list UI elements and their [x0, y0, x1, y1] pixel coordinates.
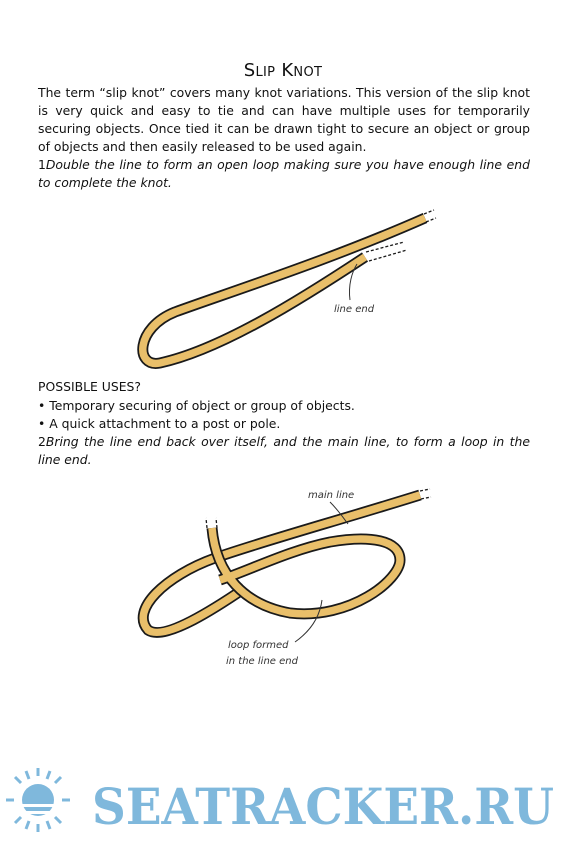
step-2 — [38, 433, 530, 469]
figure-loop-in-line-end — [0, 480, 566, 680]
figure-open-loop — [0, 200, 566, 380]
watermark-text: SEATRACKER.RU — [92, 777, 554, 836]
uses-item: • A quick attachment to a post or pole. — [38, 416, 281, 431]
uses-heading: POSSIBLE USES? — [38, 379, 141, 394]
possible-uses — [38, 378, 530, 434]
rope-loop — [143, 218, 425, 363]
loop-label-line-1: loop formed — [228, 640, 289, 651]
line-end-label: line end — [334, 304, 375, 315]
uses-item: • Temporary securing of object or group of objects. — [38, 397, 355, 413]
step-1-text: Double the line to form an open loop making sure you have enough line end to complete the knot. — [38, 157, 530, 190]
sun-icon — [4, 768, 72, 832]
step-2-text: Bring the line end back over itself, and the main line, to form a loop in the line end. — [38, 434, 530, 467]
step-1 — [38, 156, 530, 192]
step-2-number: 2 — [38, 434, 46, 449]
loop-label-line-2: in the line end — [226, 656, 298, 667]
main-line-label: main line — [308, 490, 355, 501]
intro-paragraph: The term “slip knot” covers many knot variations. This version of the slip knot is very quick and easy to tie and can have multiple uses for temporarily securing objects. Once tied it can be drawn tight to secure an object or group of objects and then easily released to be used again. — [38, 85, 530, 154]
loop-pointer — [295, 600, 322, 642]
step-1-number: 1 — [38, 157, 46, 172]
rope-line-end — [212, 528, 400, 614]
page-title: Slip Knot — [243, 60, 323, 81]
watermark — [0, 760, 566, 850]
